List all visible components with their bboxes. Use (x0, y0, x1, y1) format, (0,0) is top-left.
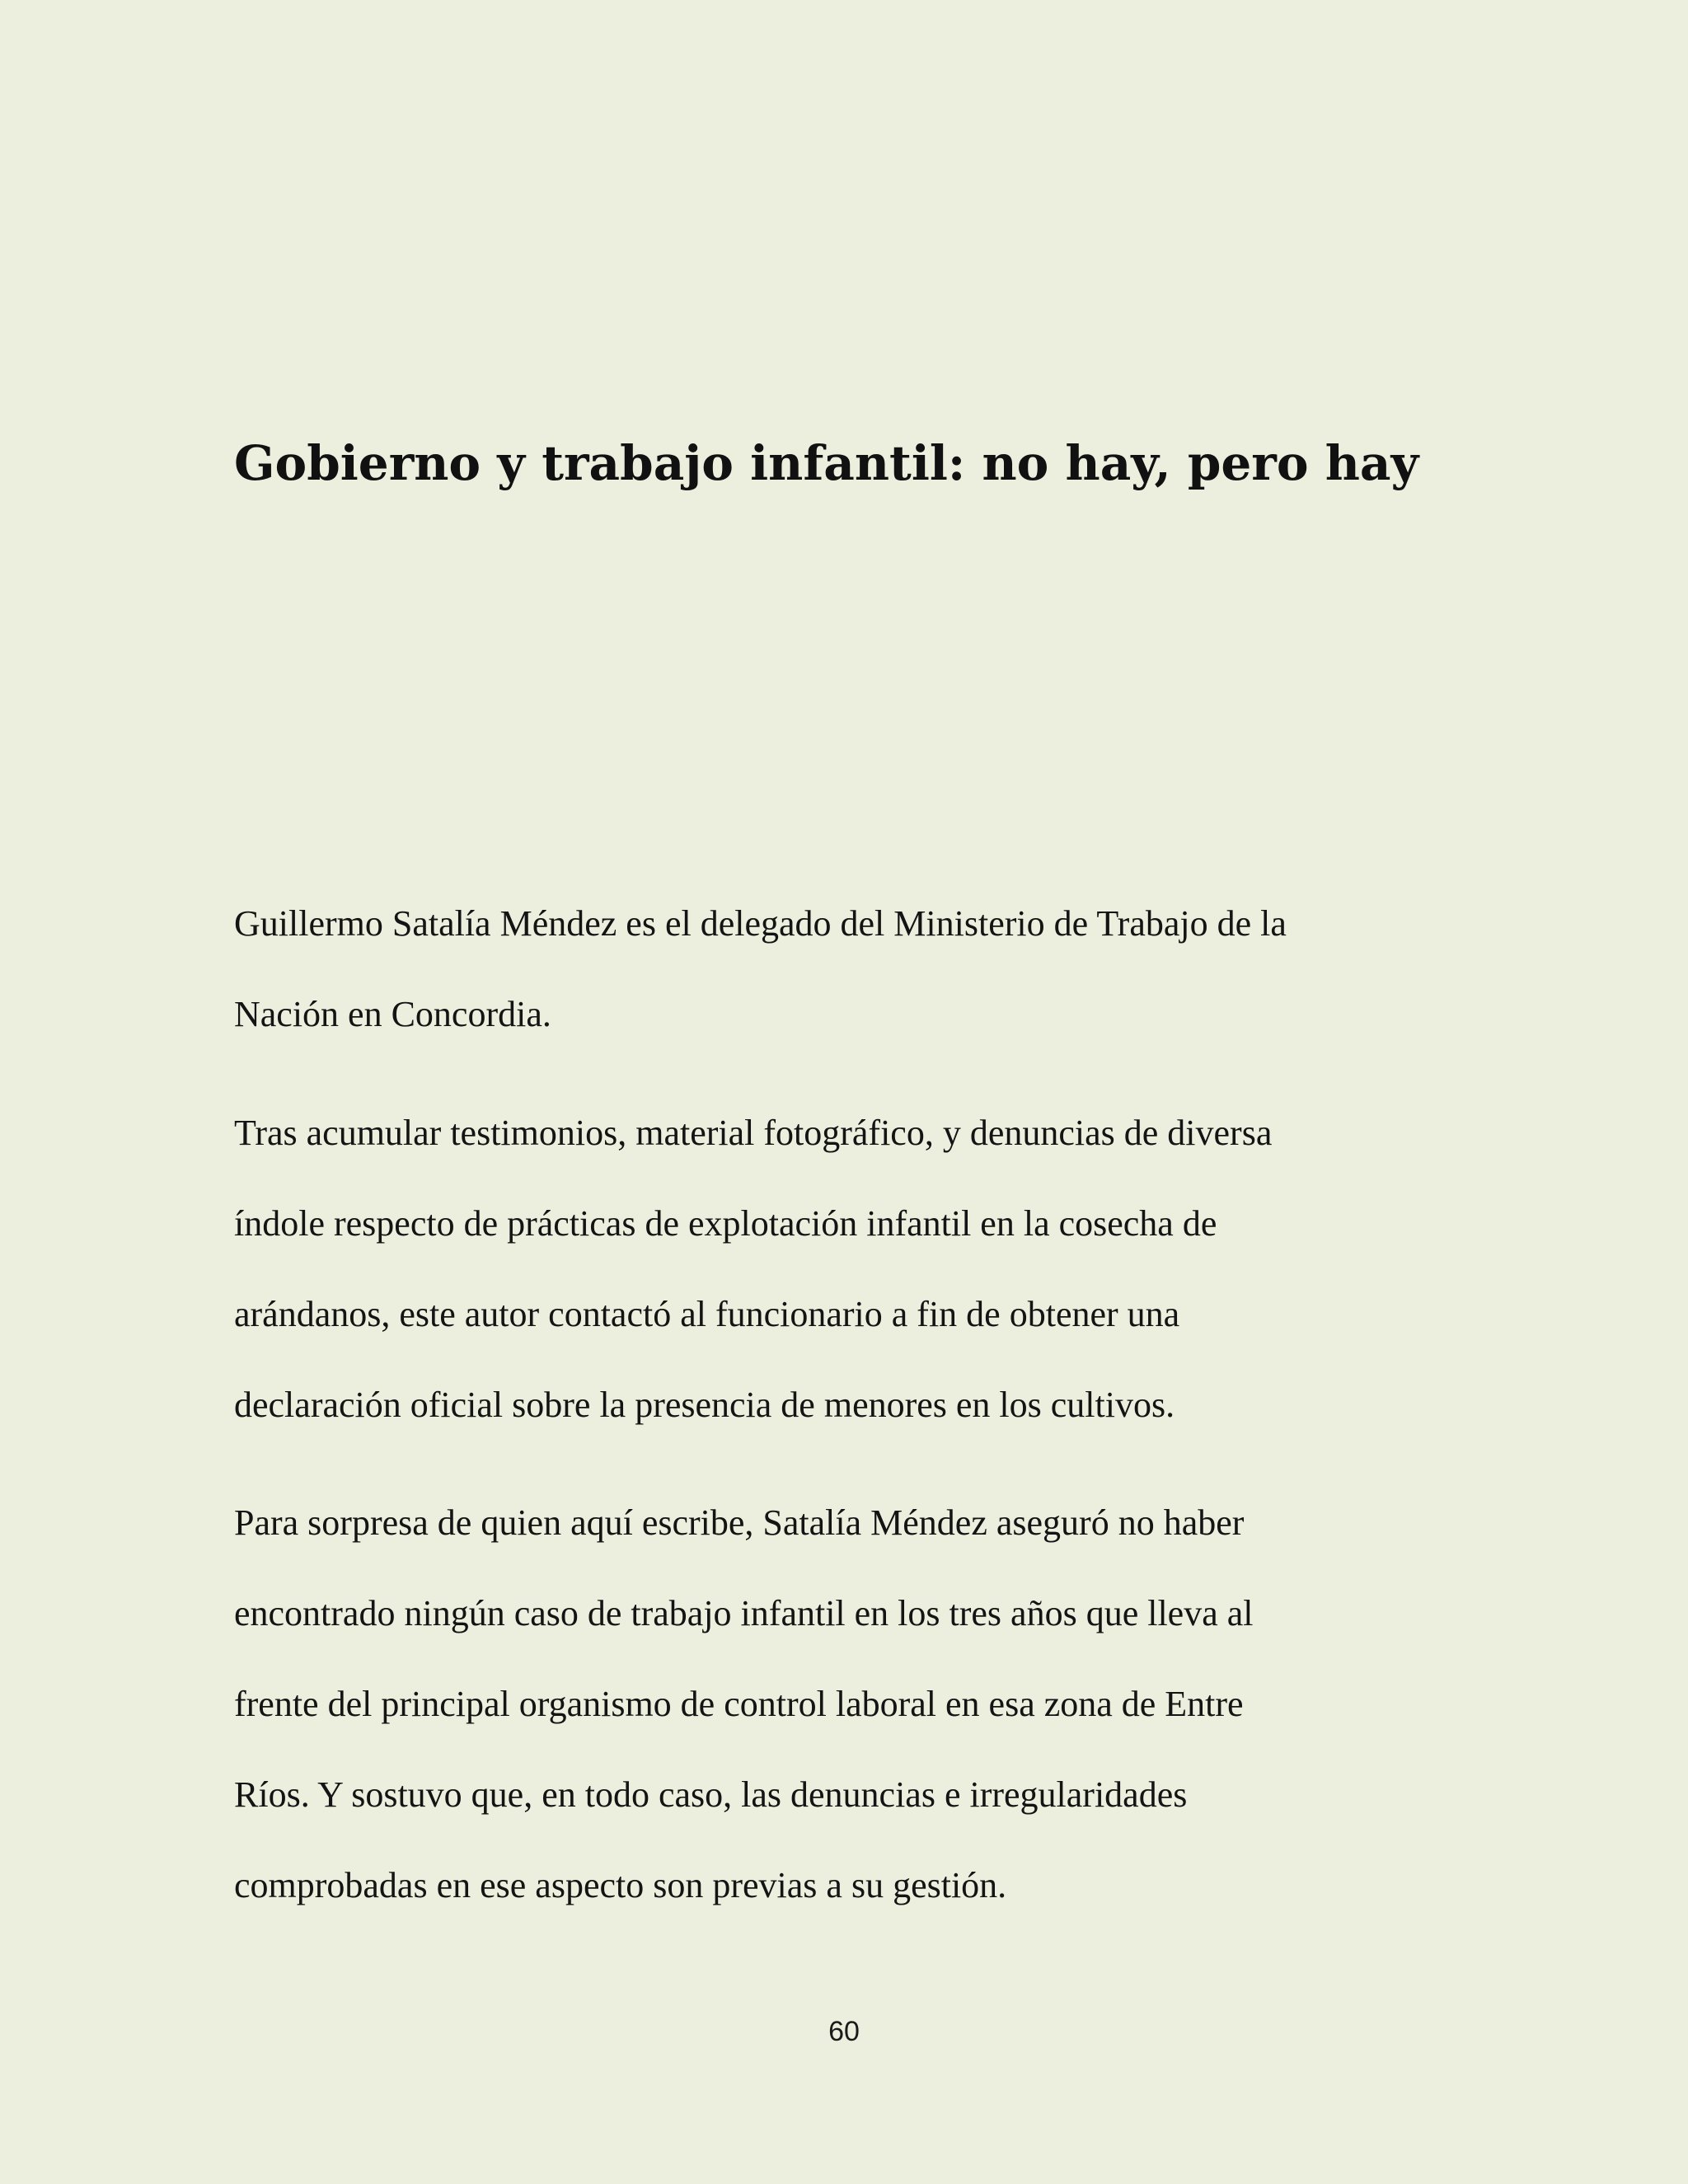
paragraph-2-line-2: índole respecto de prácticas de explotación infantil en la cosecha de (234, 1203, 1217, 1244)
paragraph-1 (234, 879, 1470, 1060)
paragraph-2-line-1: Tras acumular testimonios, material fotográfico, y denuncias de diversa (234, 1113, 1273, 1153)
paragraph-1-line-2: Nación en Concordia. (234, 994, 551, 1034)
paragraph-3-line-3: frente del principal organismo de control laboral en esa zona de Entre (234, 1684, 1244, 1724)
paragraph-2 (234, 1088, 1470, 1451)
paragraph-2-line-4: declaración oficial sobre la presencia de menores en los cultivos. (234, 1385, 1175, 1425)
paragraph-3-line-4: Ríos. Y sostuvo que, en todo caso, las denuncias e irregularidades (234, 1774, 1188, 1815)
paragraph-1-line-1: Guillermo Satalía Méndez es el delegado del Ministerio de Trabajo de la (234, 903, 1287, 944)
page-number: 60 (828, 2016, 860, 2047)
paragraph-3-line-5: comprobadas en ese aspecto son previas a su gestión. (234, 1865, 1007, 1905)
paragraph-3 (234, 1478, 1470, 1931)
paragraph-3-line-2: encontrado ningún caso de trabajo infantil en los tres años que lleva al (234, 1593, 1254, 1633)
paragraph-2-line-3: arándanos, este autor contactó al funcionario a fin de obtener una (234, 1294, 1180, 1334)
section-title: Gobierno y trabajo infantil: no hay, pero hay (234, 435, 1419, 491)
paragraph-3-line-1: Para sorpresa de quien aquí escribe, Satalía Méndez aseguró no haber (234, 1502, 1245, 1543)
